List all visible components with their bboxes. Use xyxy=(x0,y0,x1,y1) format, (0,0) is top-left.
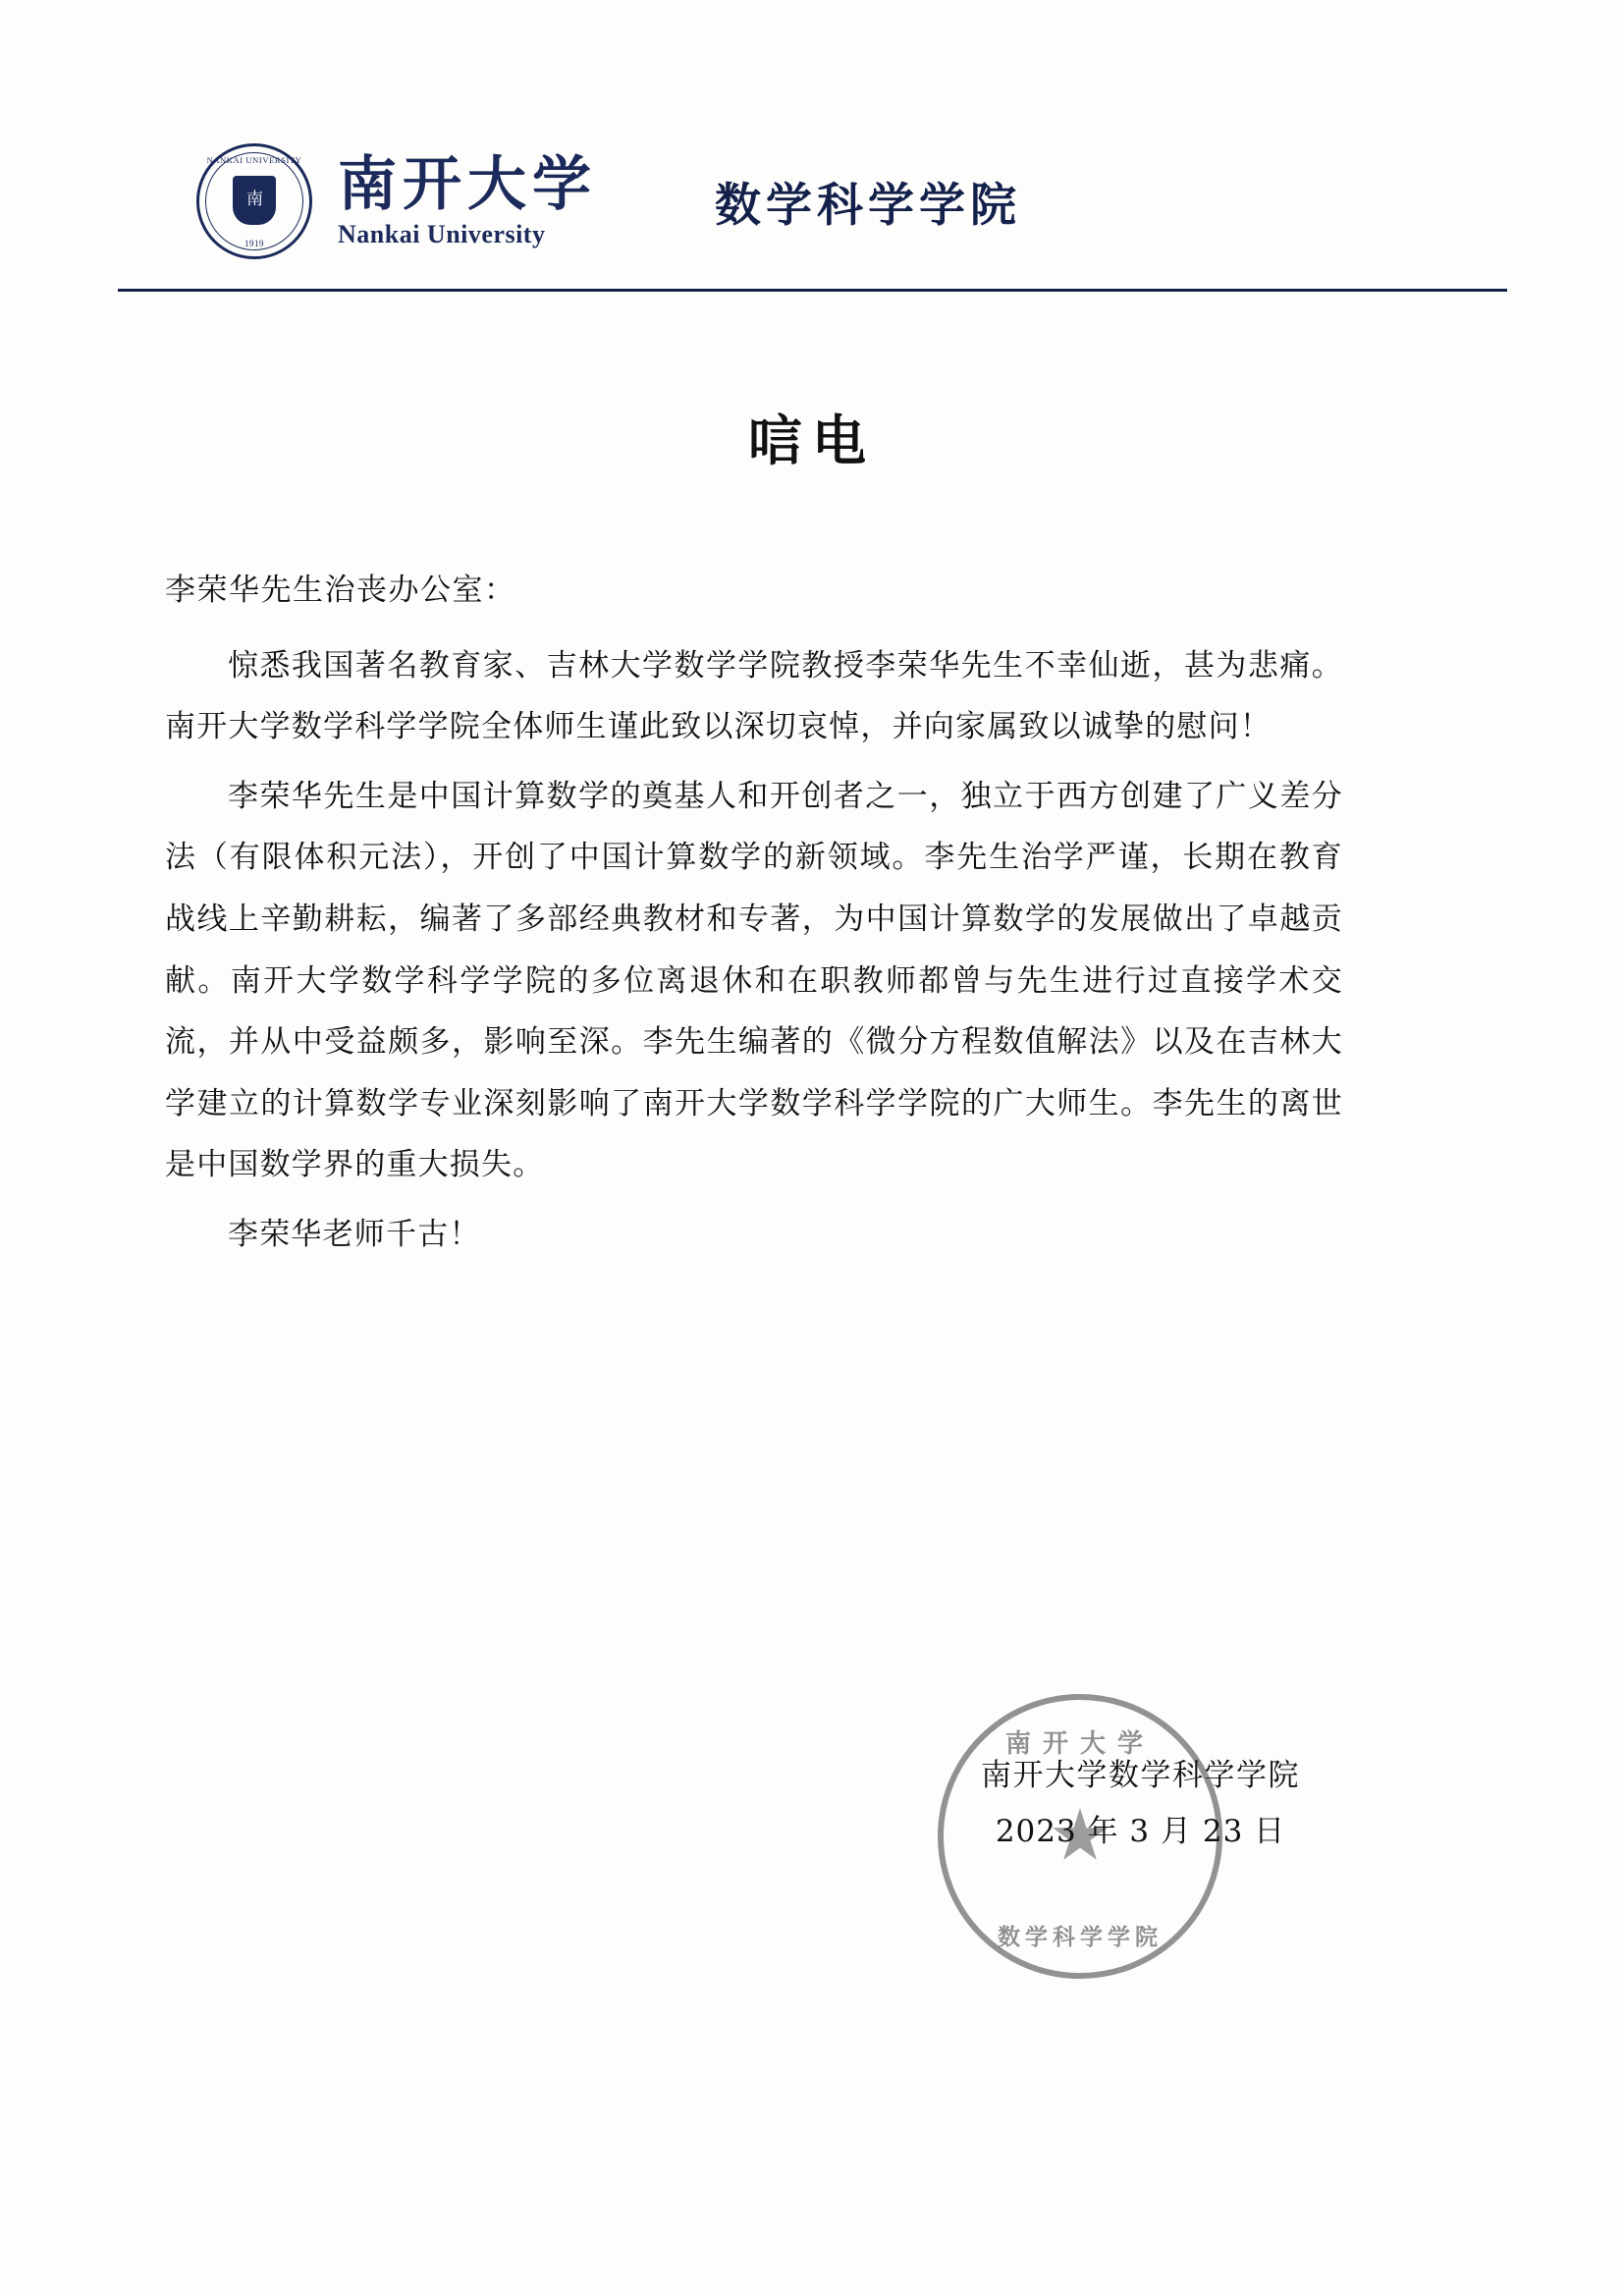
crest-shield: 南 xyxy=(233,176,276,225)
seal-top-text: 南开大学 xyxy=(1004,1729,1155,1759)
university-name-cn: 南开大学 xyxy=(338,149,597,219)
paragraph-3: 李荣华老师千古！ xyxy=(228,1216,481,1252)
university-name-en: Nankai University xyxy=(338,219,546,248)
page-title: 唁电 xyxy=(747,409,876,472)
letterhead-divider xyxy=(118,289,1507,292)
signature-block xyxy=(981,1748,1300,1861)
paragraph-2: 李荣华先生是中国计算数学的奠基人和开创者之一，独立于西方创建了广义差分法（有限体积元法），开创了中国计算数学的新领域。李先生治学严谨，长期在教育战线上辛勤耕耘，编著了多部经典教材和专著，为中国计算数学的发展做出了卓越贡献。南开大学数学科学学院的多位离退休和在职教师都曾与先生进行过直接学术交流，并从中受益颇多，影响至深。李先生编著的《微分方程数值解法》以及在吉林大学建立的计算数学专业深刻影响了南开大学数学科学学院的广大师生。李先生的离世是中国数学界的重大损失。 xyxy=(165,778,1343,1183)
letterhead xyxy=(118,128,1507,309)
department-name: 数学科学学院 xyxy=(715,178,1021,233)
crest-top-text: NANKAI UNIVERSITY xyxy=(206,155,302,165)
university-wordmark xyxy=(338,149,597,249)
nankai-crest-icon xyxy=(196,143,312,259)
signature-organization: 南开大学数学科学学院 xyxy=(981,1758,1300,1793)
seal-bottom-text: 数学科学学院 xyxy=(998,1924,1163,1950)
paragraph-1: 惊悉我国著名教育家、吉林大学数学学院教授李荣华先生不幸仙逝，甚为悲痛。南开大学数学科学学院全体师生谨此致以深切哀悼，并向家属致以诚挚的慰问！ xyxy=(165,647,1343,745)
document-body xyxy=(165,568,1343,1274)
crest-year: 1919 xyxy=(244,239,264,248)
salutation: 李荣华先生治丧办公室： xyxy=(165,573,516,608)
signature-date: 2023 年 3 月 23 日 xyxy=(995,1814,1286,1850)
